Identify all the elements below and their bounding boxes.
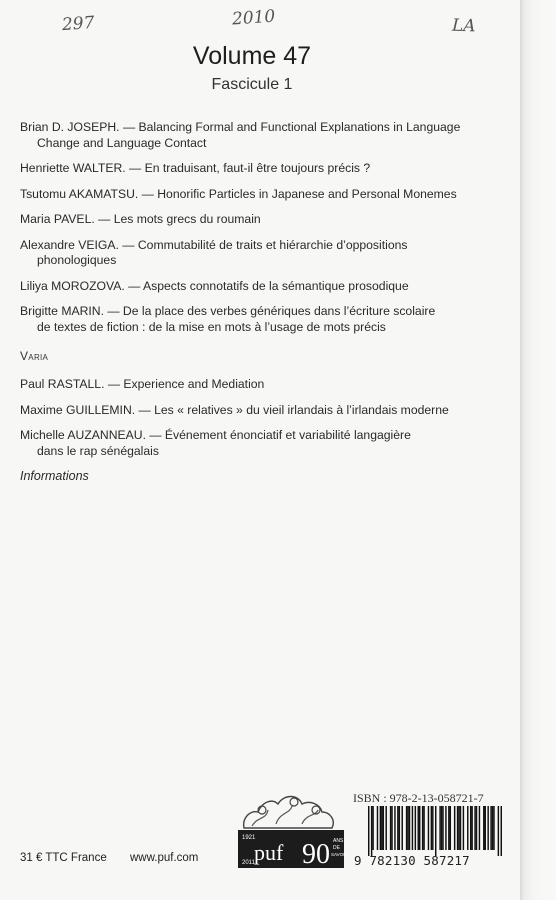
entry-line: Maria PAVEL. — Les mots grecs du roumain [20,212,261,226]
barcode-bar [445,806,446,850]
entry-continuation: Change and Language Contact [37,135,207,150]
barcode-bar [381,806,382,850]
barcode-bar [463,806,464,850]
barcode-bar [448,806,449,850]
barcode-bar [422,806,423,850]
barcode-bar [476,806,477,850]
barcode-bar [467,806,468,850]
barcode-bar [439,806,440,850]
toc-entry [20,187,515,203]
barcode-bar [492,806,493,850]
barcode-bar [406,806,407,850]
logo-savoir: SAVOIR [331,852,348,857]
barcode-bar [450,806,451,850]
barcode-bar [423,806,424,850]
barcode-bar [419,806,420,850]
barcode-bar [474,806,475,850]
barcode-bar [442,806,443,850]
barcode-bar [479,806,480,850]
toc-entry [20,428,515,459]
barcode-bar [385,806,386,850]
toc-entry [20,279,515,295]
logo-year-end: 2011 [242,860,255,866]
barcode-number: 9 782130 587217 [354,853,470,868]
table-of-contents [20,120,515,483]
barcode-bar [368,806,369,856]
volume-title: Volume 47 [192,42,312,70]
barcode-bar [380,806,381,850]
barcode-bar [485,806,486,850]
barcode-bar [471,806,472,850]
logo-de: DE [333,845,340,851]
barcode-bar [431,806,432,850]
informations-heading: Informations [20,469,89,483]
website-url: www.puf.com [130,852,199,864]
barcode-bar [371,806,372,856]
logo-year-start: 1921 [242,835,256,841]
toc-entry [20,120,515,151]
barcode-bar [372,806,373,850]
barcode-bar [460,806,461,850]
price-label: 31 € TTC France [20,852,107,864]
entry-line: Liliya MOROZOVA. — Aspects connotatifs de la sémantique prosodique [20,278,409,293]
barcode-bar [498,806,499,856]
toc-entry [20,238,515,269]
entry-line: Brian D. JOSEPH. — Balancing Formal and Functional Explanations in Language [20,120,461,134]
barcode-bar [391,806,392,850]
entry-line: Alexandre VEIGA. — Commutabilité de traits et hiérarchie d’oppositions [20,237,408,252]
barcode-bar [383,806,384,850]
entry-line: Paul RASTALL. — Experience and Mediation [20,377,265,391]
entry-line: Henriette WALTER. — En traduisant, faut-il être toujours précis ? [20,161,371,175]
barcode-bar [483,806,484,850]
isbn-label: ISBN : 978-2-13-058721-7 [353,791,484,805]
toc-entry [20,161,515,177]
entry-continuation: dans le rap sénégalais [37,443,159,458]
logo-ans: ANS [333,838,344,844]
barcode-bar [402,806,403,850]
barcode-bar [390,806,391,850]
entry-continuation: phonologiques [37,253,117,267]
barcode-bar [470,806,471,850]
barcode-bar [490,806,491,850]
toc-entry [20,304,515,335]
barcode-bar [412,806,413,850]
handwritten-number: 297 [61,12,96,36]
barcode-bar [407,806,408,850]
barcode-bar [377,806,378,850]
barcode-bar [501,806,502,856]
toc-entry [20,377,515,393]
barcode-bar [458,806,459,850]
entry-line: Michelle AUZANNEAU. — Événement énonciatif et variabilité langagière [20,428,411,442]
entry-continuation: de textes de fiction : de la mise en mots à l’usage de mots précis [37,319,386,334]
barcode-bar [457,806,458,850]
barcode [368,806,502,856]
fascicule-subtitle: Fascicule 1 [211,76,293,93]
varia-section-label: Varia [20,349,49,363]
barcode-bar [409,806,410,850]
handwritten-initials: LA [451,15,476,37]
barcode-bar [487,806,488,850]
entry-line: Tsutomu AKAMATSU. — Honorific Particles in Japanese and Personal Monemes [20,186,457,201]
barcode-bar [428,806,429,850]
barcode-bar [454,806,455,850]
barcode-bar [493,806,494,850]
puf-logo [232,780,352,872]
puf-illustration-icon [232,780,352,872]
barcode-bar [418,806,419,850]
handwritten-year: 2010 [231,6,276,30]
logo-anniversary: 90 [302,839,330,870]
toc-entry [20,212,515,228]
toc-entry [20,403,515,419]
barcode-bar [415,806,416,850]
barcode-bar [432,806,433,850]
barcode-bar [394,806,395,850]
cover-fold-edge [520,0,556,900]
barcode-bar [441,806,442,850]
barcode-bar [397,806,398,850]
logo-brand: puf [254,840,284,865]
entry-line: Brigitte MARIN. — De la place des verbes génériques dans l’écriture scolaire [20,304,436,318]
barcode-bar [435,806,436,856]
entry-line: Maxime GUILLEMIN. — Les « relatives » du vieil irlandais à l’irlandais moderne [20,402,449,417]
barcode-bar [399,806,400,850]
